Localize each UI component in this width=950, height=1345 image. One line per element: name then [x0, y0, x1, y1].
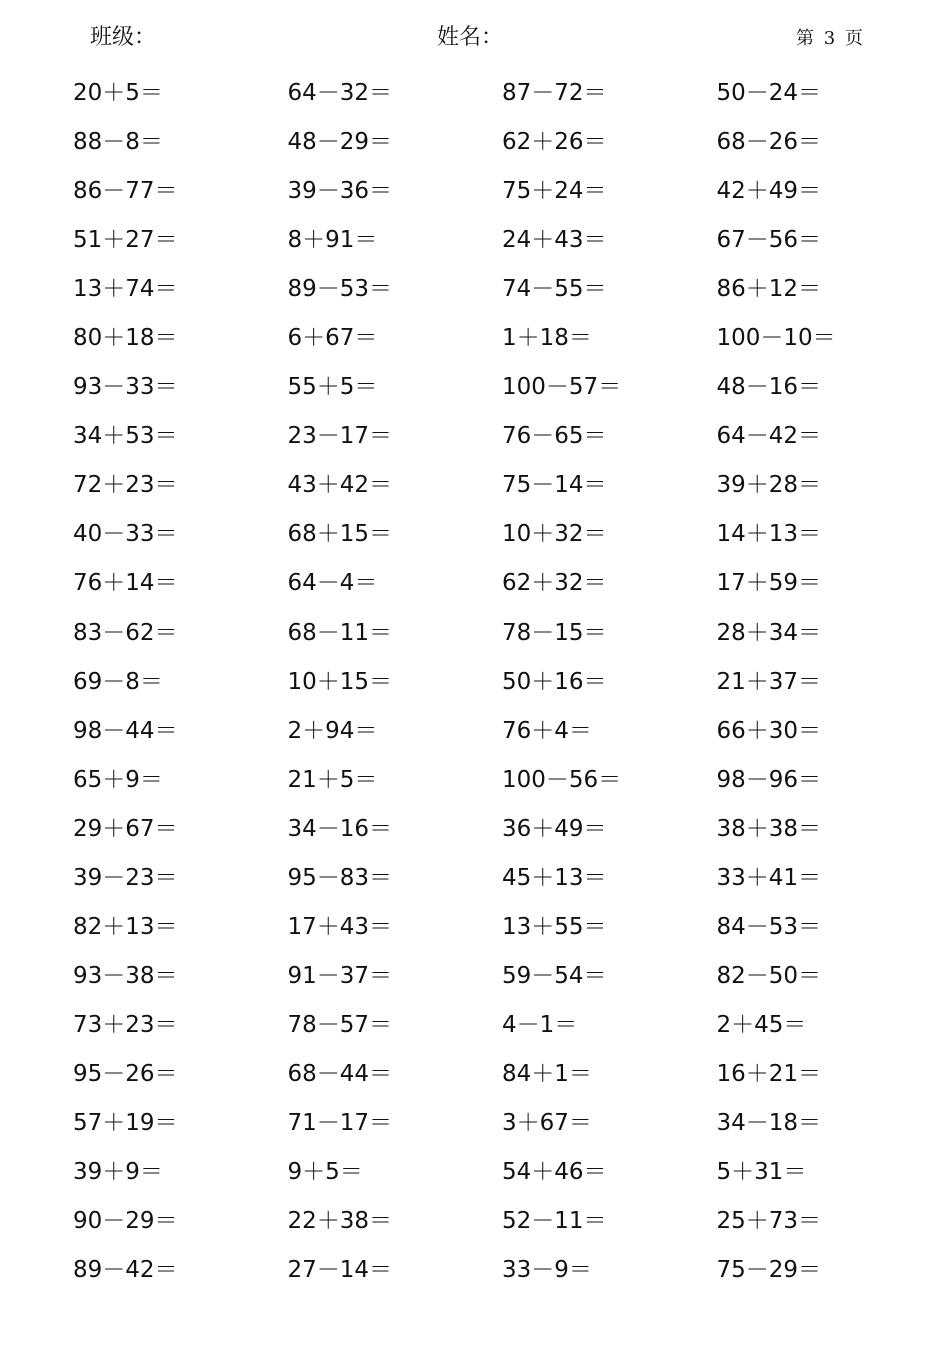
arithmetic-problem: 38＋38＝ — [716, 815, 822, 842]
arithmetic-problem: 14＋13＝ — [716, 521, 822, 548]
arithmetic-problem: 76＋14＝ — [73, 570, 178, 597]
problem-row — [73, 74, 933, 123]
arithmetic-problem: 43＋42＝ — [287, 472, 393, 499]
arithmetic-problem: 6＋67＝ — [287, 325, 378, 352]
arithmetic-problem: 86＋12＝ — [716, 276, 822, 303]
arithmetic-problem: 40－33＝ — [73, 521, 178, 548]
problem-row — [73, 761, 933, 810]
arithmetic-problem: 16＋21＝ — [716, 1060, 822, 1087]
arithmetic-problem: 84－53＝ — [716, 913, 822, 940]
arithmetic-problem: 76－65＝ — [502, 423, 607, 450]
arithmetic-problem: 52－11＝ — [502, 1208, 607, 1235]
problem-row — [73, 859, 933, 908]
arithmetic-problem: 100－57＝ — [502, 374, 622, 401]
problem-row — [73, 712, 933, 761]
arithmetic-problem: 28＋34＝ — [716, 619, 822, 646]
arithmetic-problem: 87－72＝ — [502, 80, 607, 106]
arithmetic-problem: 33－9＝ — [502, 1257, 592, 1284]
arithmetic-problem: 29＋67＝ — [73, 815, 178, 842]
arithmetic-problem: 84＋1＝ — [502, 1060, 592, 1087]
arithmetic-problem: 91－37＝ — [287, 962, 393, 989]
arithmetic-problem: 22＋38＝ — [287, 1208, 393, 1235]
arithmetic-problem: 21＋37＝ — [716, 668, 822, 695]
arithmetic-problem: 42＋49＝ — [716, 178, 822, 205]
arithmetic-problem: 78－57＝ — [287, 1011, 393, 1038]
arithmetic-problem: 80＋18＝ — [73, 325, 178, 352]
arithmetic-problem: 65＋9＝ — [73, 766, 163, 793]
arithmetic-problem: 34－16＝ — [287, 815, 393, 842]
problem-row — [73, 1202, 933, 1251]
arithmetic-problem: 55＋5＝ — [287, 374, 378, 401]
arithmetic-problem: 17＋43＝ — [287, 913, 393, 940]
arithmetic-problem: 24＋43＝ — [502, 227, 607, 254]
arithmetic-problem: 86－77＝ — [73, 178, 178, 205]
problem-row — [73, 221, 933, 270]
arithmetic-problem: 95－26＝ — [73, 1060, 178, 1087]
arithmetic-problem: 34－18＝ — [716, 1109, 822, 1136]
arithmetic-problem: 64－42＝ — [716, 423, 822, 450]
problem-row — [73, 614, 933, 663]
problem-row — [73, 810, 933, 859]
arithmetic-problem: 69－8＝ — [73, 668, 163, 695]
problem-row — [73, 663, 933, 712]
problem-row — [73, 319, 933, 368]
problem-row — [73, 957, 933, 1006]
arithmetic-problem: 100－10＝ — [716, 325, 836, 352]
arithmetic-problem: 75＋24＝ — [502, 178, 607, 205]
arithmetic-problem: 51＋27＝ — [73, 227, 178, 254]
arithmetic-problem: 3＋67＝ — [502, 1109, 592, 1136]
arithmetic-problem: 62＋32＝ — [502, 570, 607, 597]
problem-row — [73, 1251, 933, 1300]
arithmetic-problem: 45＋13＝ — [502, 864, 607, 891]
name-label: 姓名： — [437, 25, 504, 50]
arithmetic-problem: 48－29＝ — [287, 129, 393, 156]
arithmetic-problem: 82＋13＝ — [73, 913, 178, 940]
arithmetic-problem: 68－11＝ — [287, 619, 393, 646]
problem-row — [73, 1006, 933, 1055]
arithmetic-problem: 100－56＝ — [502, 766, 622, 793]
arithmetic-problem: 21＋5＝ — [287, 766, 378, 793]
arithmetic-problem: 83－62＝ — [73, 619, 178, 646]
problem-row — [73, 123, 933, 172]
arithmetic-problem: 39－36＝ — [287, 178, 393, 205]
arithmetic-problem: 88－8＝ — [73, 129, 163, 156]
arithmetic-problem: 8＋91＝ — [287, 227, 378, 254]
arithmetic-problem: 64－32＝ — [287, 80, 393, 106]
arithmetic-problem: 68－44＝ — [287, 1060, 393, 1087]
arithmetic-problem: 13＋74＝ — [73, 276, 178, 303]
arithmetic-problem: 2＋45＝ — [716, 1011, 807, 1038]
arithmetic-problem: 75－14＝ — [502, 472, 607, 499]
arithmetic-problem: 93－33＝ — [73, 374, 178, 401]
arithmetic-problem: 93－38＝ — [73, 962, 178, 989]
arithmetic-problem: 1＋18＝ — [502, 325, 592, 352]
arithmetic-problem: 98－96＝ — [716, 766, 822, 793]
problem-row — [73, 172, 933, 221]
problem-row — [73, 417, 933, 466]
arithmetic-problem: 72＋23＝ — [73, 472, 178, 499]
problem-row — [73, 515, 933, 564]
worksheet-header — [0, 16, 950, 56]
arithmetic-problem: 39＋9＝ — [73, 1159, 163, 1186]
arithmetic-problem: 62＋26＝ — [502, 129, 607, 156]
arithmetic-problem: 33＋41＝ — [716, 864, 822, 891]
arithmetic-problem: 54＋46＝ — [502, 1159, 607, 1186]
arithmetic-problem: 57＋19＝ — [73, 1109, 178, 1136]
arithmetic-problem: 64－4＝ — [287, 570, 378, 597]
arithmetic-problem: 98－44＝ — [73, 717, 178, 744]
arithmetic-problem: 2＋94＝ — [287, 717, 378, 744]
arithmetic-problem: 89－53＝ — [287, 276, 393, 303]
problem-row — [73, 564, 933, 613]
page-number: 第 3 页 — [796, 28, 865, 49]
arithmetic-problem: 78－15＝ — [502, 619, 607, 646]
arithmetic-problem: 50＋16＝ — [502, 668, 607, 695]
arithmetic-problem: 4－1＝ — [502, 1011, 578, 1038]
arithmetic-problem: 10＋32＝ — [502, 521, 607, 548]
arithmetic-problem: 17＋59＝ — [716, 570, 822, 597]
arithmetic-problem: 95－83＝ — [287, 864, 393, 891]
arithmetic-problem: 82－50＝ — [716, 962, 822, 989]
problem-row — [73, 908, 933, 957]
arithmetic-problem: 59－54＝ — [502, 962, 607, 989]
problem-row — [73, 270, 933, 319]
arithmetic-problem: 20＋5＝ — [73, 80, 163, 106]
arithmetic-problem: 68＋15＝ — [287, 521, 393, 548]
arithmetic-problem: 68－26＝ — [716, 129, 822, 156]
arithmetic-problem: 67－56＝ — [716, 227, 822, 254]
arithmetic-problem: 71－17＝ — [287, 1109, 393, 1136]
problem-row — [73, 1153, 933, 1202]
arithmetic-problem: 39＋28＝ — [716, 472, 822, 499]
problem-grid — [73, 74, 933, 1300]
arithmetic-problem: 89－42＝ — [73, 1257, 178, 1284]
arithmetic-problem: 25＋73＝ — [716, 1208, 822, 1235]
arithmetic-problem: 23－17＝ — [287, 423, 393, 450]
arithmetic-problem: 66＋30＝ — [716, 717, 822, 744]
arithmetic-problem: 90－29＝ — [73, 1208, 178, 1235]
arithmetic-problem: 39－23＝ — [73, 864, 178, 891]
problem-row — [73, 368, 933, 417]
arithmetic-problem: 13＋55＝ — [502, 913, 607, 940]
arithmetic-problem: 48－16＝ — [716, 374, 822, 401]
arithmetic-problem: 74－55＝ — [502, 276, 607, 303]
arithmetic-problem: 5＋31＝ — [716, 1159, 807, 1186]
arithmetic-problem: 9＋5＝ — [287, 1159, 363, 1186]
class-label: 班级： — [90, 25, 157, 50]
problem-row — [73, 466, 933, 515]
arithmetic-problem: 73＋23＝ — [73, 1011, 178, 1038]
problem-row — [73, 1055, 933, 1104]
arithmetic-problem: 36＋49＝ — [502, 815, 607, 842]
arithmetic-problem: 10＋15＝ — [287, 668, 393, 695]
arithmetic-problem: 34＋53＝ — [73, 423, 178, 450]
arithmetic-problem: 50－24＝ — [716, 80, 822, 106]
arithmetic-problem: 75－29＝ — [716, 1257, 822, 1284]
arithmetic-problem: 27－14＝ — [287, 1257, 393, 1284]
arithmetic-problem: 76＋4＝ — [502, 717, 592, 744]
problem-row — [73, 1104, 933, 1153]
